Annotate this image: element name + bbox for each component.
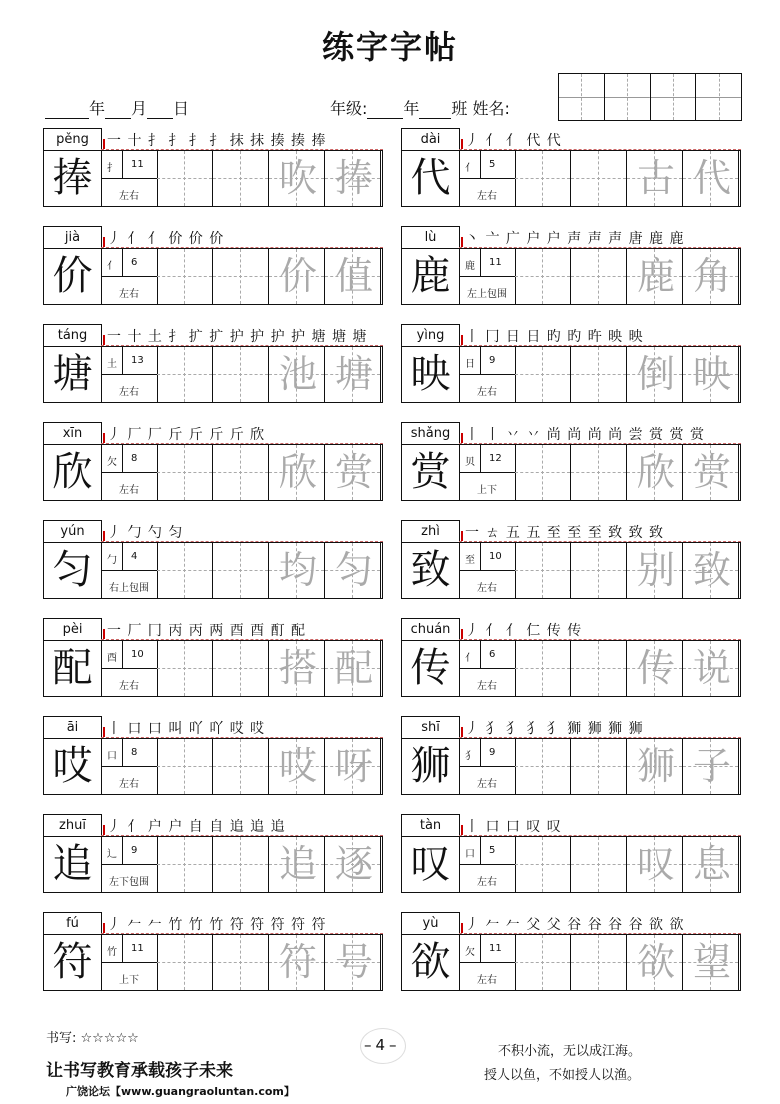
character-grid	[401, 738, 741, 795]
character-grid	[401, 248, 741, 305]
pinyin: shǎng	[401, 422, 460, 445]
model-character: 传	[402, 641, 460, 696]
practice-cell[interactable]	[157, 543, 213, 598]
character-grid	[43, 150, 383, 207]
character-entry	[43, 618, 383, 698]
structure: 左右	[119, 485, 139, 496]
pinyin: shī	[401, 716, 460, 739]
trace-character: 追	[278, 842, 317, 886]
trace-character: 古	[636, 156, 675, 200]
structure: 左右	[477, 583, 497, 594]
character-entry	[401, 912, 741, 992]
character-grid	[43, 836, 383, 893]
stroke-order: 一 厂 冂 丙 丙 两 酉 酉 酊 配	[107, 620, 306, 640]
class-blank[interactable]	[419, 102, 451, 119]
character-entry	[43, 422, 383, 502]
char-info	[459, 739, 516, 794]
trace-character: 望	[692, 940, 731, 984]
character-grid	[43, 248, 383, 305]
structure: 左右	[119, 289, 139, 300]
model-character: 叹	[402, 837, 460, 892]
grade-blank[interactable]	[367, 102, 403, 119]
structure: 左右	[477, 191, 497, 202]
trace-character: 息	[692, 842, 731, 886]
char-info	[459, 445, 516, 500]
practice-cell[interactable]	[515, 347, 571, 402]
stroke-order: 丨 丨 丷 丷 尚 尚 尚 尚 尝 赏 赏 赏	[465, 424, 705, 444]
character-entry	[401, 226, 741, 306]
trace-character: 鹿	[636, 254, 675, 298]
structure: 左右	[119, 681, 139, 692]
trace-character: 捧	[334, 156, 373, 200]
stroke-count: 11	[131, 943, 144, 954]
char-info	[101, 935, 158, 990]
info-divider	[480, 347, 481, 374]
trace-character: 致	[692, 548, 731, 592]
radical: 勹	[107, 555, 117, 566]
stroke-count: 9	[489, 355, 496, 366]
model-character: 致	[402, 543, 460, 598]
character-grid	[43, 640, 383, 697]
quote-2: 授人以鱼，不如授人以渔。	[484, 1068, 641, 1083]
info-divider	[101, 766, 157, 767]
stroke-count: 4	[131, 551, 138, 562]
character-grid	[401, 836, 741, 893]
info-divider	[459, 668, 515, 669]
structure: 左下包围	[109, 877, 149, 888]
stroke-order: 一 十 扌 扌 扌 扌 抹 抹 揍 揍 捧	[107, 130, 327, 150]
char-info	[101, 445, 158, 500]
trace-character: 赏	[692, 450, 731, 494]
stroke-order: 丶 亠 广 户 户 声 声 声 唐 鹿 鹿	[465, 228, 685, 248]
trace-character: 均	[278, 548, 317, 592]
character-entry	[43, 128, 383, 208]
site-text: 广饶论坛【www.guangraoluntan.com】	[66, 1085, 295, 1098]
practice-cell[interactable]	[213, 151, 269, 206]
char-info	[101, 151, 158, 206]
stroke-count: 10	[131, 649, 144, 660]
character-entry	[43, 324, 383, 404]
character-entry	[401, 520, 741, 600]
model-character: 配	[44, 641, 102, 696]
char-info	[101, 739, 158, 794]
character-grid	[401, 346, 741, 403]
info-divider	[459, 864, 515, 865]
quote-1: 不积小流，无以成江海。	[498, 1044, 642, 1059]
trace-character: 呀	[334, 744, 373, 788]
radical: 辶	[107, 849, 117, 860]
stroke-order: 丿 亻 亻 价 价 价	[107, 228, 224, 248]
radical: 口	[107, 751, 117, 762]
stroke-order: 丿 亻 户 户 自 自 追 追 追	[107, 816, 286, 836]
practice-cell[interactable]	[213, 641, 269, 696]
practice-cell[interactable]	[571, 151, 627, 206]
stroke-count: 13	[131, 355, 144, 366]
structure: 右上包围	[109, 583, 149, 594]
name-box[interactable]	[651, 74, 697, 120]
stroke-count: 11	[131, 159, 144, 170]
structure: 上下	[119, 975, 139, 986]
info-divider	[480, 935, 481, 962]
stroke-order: 一 ㄊ 五 五 至 至 至 致 致 致	[465, 522, 664, 542]
pinyin: xīn	[43, 422, 102, 445]
character-grid	[43, 542, 383, 599]
pinyin: pěng	[43, 128, 102, 151]
character-entry	[43, 520, 383, 600]
char-info	[459, 641, 516, 696]
character-entry	[43, 716, 383, 796]
name-boxes[interactable]	[558, 73, 742, 121]
trace-character: 池	[278, 352, 317, 396]
class-label: 班	[451, 99, 468, 118]
practice-cell[interactable]	[213, 935, 269, 990]
grade-row	[330, 96, 510, 119]
stroke-order: 丿 亻 亻 代 代	[465, 130, 562, 150]
char-info	[101, 347, 158, 402]
name-box[interactable]	[559, 74, 605, 120]
info-divider	[122, 837, 123, 864]
model-character: 匀	[44, 543, 102, 598]
year-blank[interactable]	[45, 102, 89, 119]
model-character: 赏	[402, 445, 460, 500]
info-divider	[122, 151, 123, 178]
practice-cell[interactable]	[157, 347, 213, 402]
stroke-count: 12	[489, 453, 502, 464]
practice-cell[interactable]	[515, 935, 571, 990]
stroke-count: 9	[131, 845, 138, 856]
stroke-count: 5	[489, 159, 496, 170]
pinyin: pèi	[43, 618, 102, 641]
character-grid	[401, 444, 741, 501]
model-character: 代	[402, 151, 460, 206]
radical: 犭	[465, 751, 475, 762]
char-info	[459, 151, 516, 206]
trace-character: 别	[636, 548, 675, 592]
info-divider	[122, 249, 123, 276]
info-divider	[480, 837, 481, 864]
info-divider	[122, 739, 123, 766]
practice-cell[interactable]	[571, 249, 627, 304]
grade-label: 年级:	[330, 99, 368, 118]
trace-character: 价	[278, 254, 317, 298]
trace-character: 狮	[636, 744, 675, 788]
char-info	[101, 543, 158, 598]
radical: 竹	[107, 947, 117, 958]
practice-cell[interactable]	[157, 837, 213, 892]
character-grid	[401, 934, 741, 991]
char-info	[459, 249, 516, 304]
practice-cell[interactable]	[157, 445, 213, 500]
practice-cell[interactable]	[571, 347, 627, 402]
model-character: 价	[44, 249, 102, 304]
radical: 至	[465, 555, 475, 566]
character-grid	[401, 640, 741, 697]
practice-cell[interactable]	[571, 837, 627, 892]
model-character: 符	[44, 935, 102, 990]
char-info	[101, 249, 158, 304]
stroke-order: 丿 𠂉 𠂉 竹 竹 竹 符 符 符 符 符	[107, 914, 327, 934]
month-blank[interactable]	[105, 102, 131, 119]
trace-character: 搭	[278, 646, 317, 690]
radical: 日	[465, 359, 475, 370]
model-character: 欲	[402, 935, 460, 990]
stroke-order: 丿 勹 勺 匀	[107, 522, 183, 542]
radical: 扌	[107, 163, 117, 174]
character-grid	[43, 934, 383, 991]
stroke-order: 丿 厂 厂 斤 斤 斤 斤 欣	[107, 424, 265, 444]
practice-cell[interactable]	[213, 347, 269, 402]
info-divider	[480, 543, 481, 570]
character-entry	[401, 128, 741, 208]
stroke-count: 8	[131, 747, 138, 758]
character-entry	[401, 618, 741, 698]
character-entry	[43, 912, 383, 992]
info-divider	[122, 445, 123, 472]
info-divider	[122, 347, 123, 374]
stroke-order: 丿 犭 犭 犭 犭 狮 狮 狮 狮	[465, 718, 644, 738]
char-info	[459, 837, 516, 892]
info-divider	[459, 276, 515, 277]
trace-character: 欲	[636, 940, 675, 984]
info-divider	[480, 445, 481, 472]
page-title: 练字字帖	[321, 28, 458, 66]
trace-character: 号	[334, 940, 373, 984]
structure: 上下	[477, 485, 497, 496]
trace-character: 叹	[636, 842, 675, 886]
info-divider	[101, 374, 157, 375]
info-divider	[459, 178, 515, 179]
practice-cell[interactable]	[515, 641, 571, 696]
pinyin: lù	[401, 226, 460, 249]
trace-character: 值	[334, 254, 373, 298]
stroke-count: 9	[489, 747, 496, 758]
char-info	[459, 543, 516, 598]
model-character: 狮	[402, 739, 460, 794]
structure: 左右	[119, 191, 139, 202]
char-info	[101, 641, 158, 696]
info-divider	[122, 935, 123, 962]
radical: 欠	[465, 947, 475, 958]
pinyin: yún	[43, 520, 102, 543]
char-info	[459, 935, 516, 990]
character-entry	[401, 324, 741, 404]
practice-cell[interactable]	[213, 837, 269, 892]
character-entry	[401, 814, 741, 894]
radical: 贝	[465, 457, 475, 468]
trace-character: 塘	[334, 352, 373, 396]
radical: 亻	[465, 163, 475, 174]
practice-cell[interactable]	[213, 445, 269, 500]
info-divider	[480, 151, 481, 178]
structure: 左右	[477, 681, 497, 692]
slogan: 让书写教育承载孩子未来	[46, 1061, 233, 1081]
radical: 土	[107, 359, 117, 370]
structure: 左上包围	[467, 289, 507, 300]
model-character: 鹿	[402, 249, 460, 304]
trace-character: 说	[692, 646, 731, 690]
pinyin: yìng	[401, 324, 460, 347]
model-character: 捧	[44, 151, 102, 206]
practice-cell[interactable]	[157, 249, 213, 304]
stroke-order: 丨 口 口 叫 吖 吖 哎 哎	[107, 718, 265, 738]
radical: 欠	[107, 457, 117, 468]
structure: 左右	[477, 779, 497, 790]
name-label: 姓名:	[472, 99, 510, 118]
model-character: 追	[44, 837, 102, 892]
pinyin: dài	[401, 128, 460, 151]
info-divider	[122, 543, 123, 570]
trace-character: 传	[636, 646, 675, 690]
practice-cell[interactable]	[157, 641, 213, 696]
practice-cell[interactable]	[515, 739, 571, 794]
character-entry	[401, 716, 741, 796]
stroke-order: 一 十 土 扌 扩 扩 护 护 护 护 塘 塘 塘	[107, 326, 367, 346]
model-character: 哎	[44, 739, 102, 794]
stroke-count: 10	[489, 551, 502, 562]
model-character: 欣	[44, 445, 102, 500]
info-divider	[459, 374, 515, 375]
stroke-count: 11	[489, 257, 502, 268]
trace-character: 配	[334, 646, 373, 690]
practice-cell[interactable]	[515, 837, 571, 892]
practice-cell[interactable]	[571, 445, 627, 500]
stroke-count: 8	[131, 453, 138, 464]
info-divider	[480, 641, 481, 668]
trace-character: 吹	[278, 156, 317, 200]
character-grid	[43, 444, 383, 501]
radical: 鹿	[465, 261, 475, 272]
name-box[interactable]	[696, 74, 741, 120]
pinyin: zhuī	[43, 814, 102, 837]
name-box[interactable]	[605, 74, 651, 120]
practice-cell[interactable]	[515, 249, 571, 304]
trace-character: 逐	[334, 842, 373, 886]
info-divider	[101, 178, 157, 179]
practice-cell[interactable]	[571, 739, 627, 794]
trace-character: 欣	[636, 450, 675, 494]
info-divider	[480, 249, 481, 276]
day-blank[interactable]	[147, 102, 173, 119]
practice-cell[interactable]	[515, 543, 571, 598]
practice-cell[interactable]	[571, 641, 627, 696]
character-grid	[43, 346, 383, 403]
grade-year-label: 年	[403, 99, 420, 118]
trace-character: 匀	[334, 548, 373, 592]
radical: 口	[465, 849, 475, 860]
trace-character: 赏	[334, 450, 373, 494]
info-divider	[101, 472, 157, 473]
info-divider	[459, 472, 515, 473]
practice-cell[interactable]	[213, 543, 269, 598]
info-divider	[101, 962, 157, 963]
pinyin: zhì	[401, 520, 460, 543]
pinyin: tàn	[401, 814, 460, 837]
page-number: – 4 –	[364, 1036, 397, 1054]
info-divider	[459, 570, 515, 571]
practice-cell[interactable]	[571, 935, 627, 990]
pinyin: chuán	[401, 618, 460, 641]
practice-cell[interactable]	[157, 935, 213, 990]
stroke-count: 6	[131, 257, 138, 268]
practice-cell[interactable]	[213, 739, 269, 794]
info-divider	[480, 739, 481, 766]
structure: 左右	[477, 877, 497, 888]
structure: 左右	[477, 975, 497, 986]
info-divider	[101, 668, 157, 669]
month-label: 月	[131, 99, 148, 118]
structure: 左右	[477, 387, 497, 398]
pinyin: táng	[43, 324, 102, 347]
character-entry	[43, 814, 383, 894]
pinyin: āi	[43, 716, 102, 739]
stroke-order: 丿 亻 亻 仁 传 传	[465, 620, 582, 640]
char-info	[101, 837, 158, 892]
practice-cell[interactable]	[213, 249, 269, 304]
stroke-count: 5	[489, 845, 496, 856]
trace-character: 代	[692, 156, 731, 200]
pinyin: fú	[43, 912, 102, 935]
trace-character: 子	[692, 744, 731, 788]
practice-cell[interactable]	[571, 543, 627, 598]
structure: 左右	[119, 779, 139, 790]
stroke-order: 丨 口 口 叹 叹	[465, 816, 562, 836]
info-divider	[101, 276, 157, 277]
info-divider	[459, 766, 515, 767]
structure: 左右	[119, 387, 139, 398]
pinyin: jià	[43, 226, 102, 249]
date-row	[45, 96, 189, 119]
year-label: 年	[89, 99, 106, 118]
page-number-value: 4	[375, 1036, 386, 1054]
stroke-count: 11	[489, 943, 502, 954]
stroke-order: 丨 冂 日 日 旳 旳 旿 映 映	[465, 326, 644, 346]
trace-character: 欣	[278, 450, 317, 494]
character-grid	[401, 542, 741, 599]
trace-character: 映	[692, 352, 731, 396]
trace-character: 倒	[636, 352, 675, 396]
model-character: 映	[402, 347, 460, 402]
character-grid	[43, 738, 383, 795]
info-divider	[122, 641, 123, 668]
practice-cell[interactable]	[157, 739, 213, 794]
trace-character: 哎	[278, 744, 317, 788]
radical: 酉	[107, 653, 117, 664]
radical: 亻	[465, 653, 475, 664]
pinyin: yù	[401, 912, 460, 935]
practice-cell[interactable]	[157, 151, 213, 206]
character-entry	[43, 226, 383, 306]
char-info	[459, 347, 516, 402]
stroke-order: 丿 𠂉 𠂉 父 父 谷 谷 谷 谷 欲 欲	[465, 914, 685, 934]
character-entry	[401, 422, 741, 502]
rating: 书写: ☆☆☆☆☆	[46, 1031, 139, 1046]
trace-character: 符	[278, 940, 317, 984]
info-divider	[101, 864, 157, 865]
radical: 亻	[107, 261, 117, 272]
practice-cell[interactable]	[515, 445, 571, 500]
character-grid	[401, 150, 741, 207]
day-label: 日	[173, 99, 190, 118]
practice-cell[interactable]	[515, 151, 571, 206]
stroke-count: 6	[489, 649, 496, 660]
model-character: 塘	[44, 347, 102, 402]
info-divider	[101, 570, 157, 571]
trace-character: 角	[692, 254, 731, 298]
info-divider	[459, 962, 515, 963]
